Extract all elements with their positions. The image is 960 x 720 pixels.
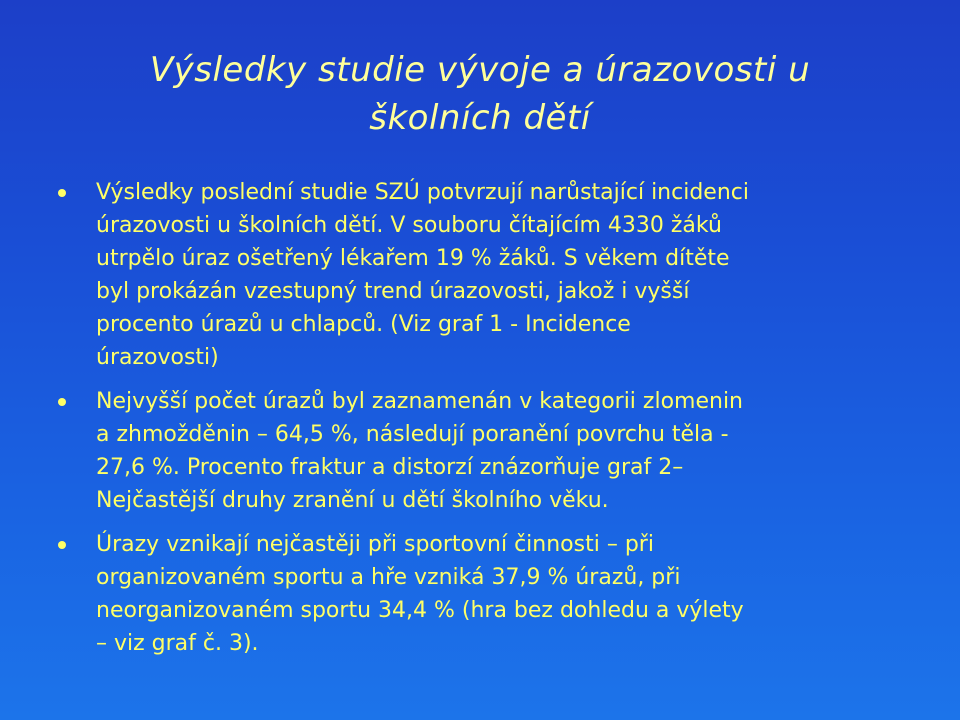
bullet-line: utrpělo úraz ošetřený lékařem 19 % žáků. S věkem dítěte	[96, 246, 730, 271]
bullet-line: úrazovosti u školních dětí. V souboru čítajícím 4330 žáků	[96, 213, 722, 238]
bullet-line: Úrazy vznikají nejčastěji při sportovní činnosti – při	[96, 532, 654, 557]
bullet-line: neorganizovaném sportu 34,4 % (hra bez dohledu a výlety	[96, 598, 744, 623]
slide-title-line-1: Výsledky studie vývoje a úrazovosti u	[149, 50, 811, 90]
bullet-dot-icon	[58, 541, 66, 549]
slide-title-line-2: školních dětí	[369, 98, 591, 138]
bullet-line: a zhmožděnin – 64,5 %, následují poranění povrchu těla -	[96, 422, 729, 447]
bullet-dot-icon	[58, 189, 66, 197]
bullet-text	[96, 176, 898, 374]
slide-title	[50, 46, 910, 142]
bullet-line: Nejčastější druhy zranění u dětí školního věku.	[96, 488, 609, 513]
bullet-item-2	[58, 385, 898, 517]
bullet-line: organizovaném sportu a hře vzniká 37,9 % úrazů, při	[96, 565, 681, 590]
bullet-list	[58, 176, 898, 671]
bullet-text	[96, 385, 898, 517]
bullet-text	[96, 528, 898, 660]
bullet-line: – viz graf č. 3).	[96, 631, 259, 656]
bullet-item-3	[58, 528, 898, 660]
bullet-dot-icon	[58, 398, 66, 406]
bullet-line: úrazovosti)	[96, 345, 219, 370]
bullet-line: Nejvyšší počet úrazů byl zaznamenán v kategorii zlomenin	[96, 389, 744, 414]
bullet-line: 27,6 %. Procento fraktur a distorzí znázorňuje graf 2–	[96, 455, 684, 480]
bullet-line: byl prokázán vzestupný trend úrazovosti, jakož i vyšší	[96, 279, 690, 304]
bullet-item-1	[58, 176, 898, 374]
bullet-line: Výsledky poslední studie SZÚ potvrzují narůstající incidenci	[96, 180, 749, 205]
bullet-line: procento úrazů u chlapců. (Viz graf 1 - Incidence	[96, 312, 631, 337]
